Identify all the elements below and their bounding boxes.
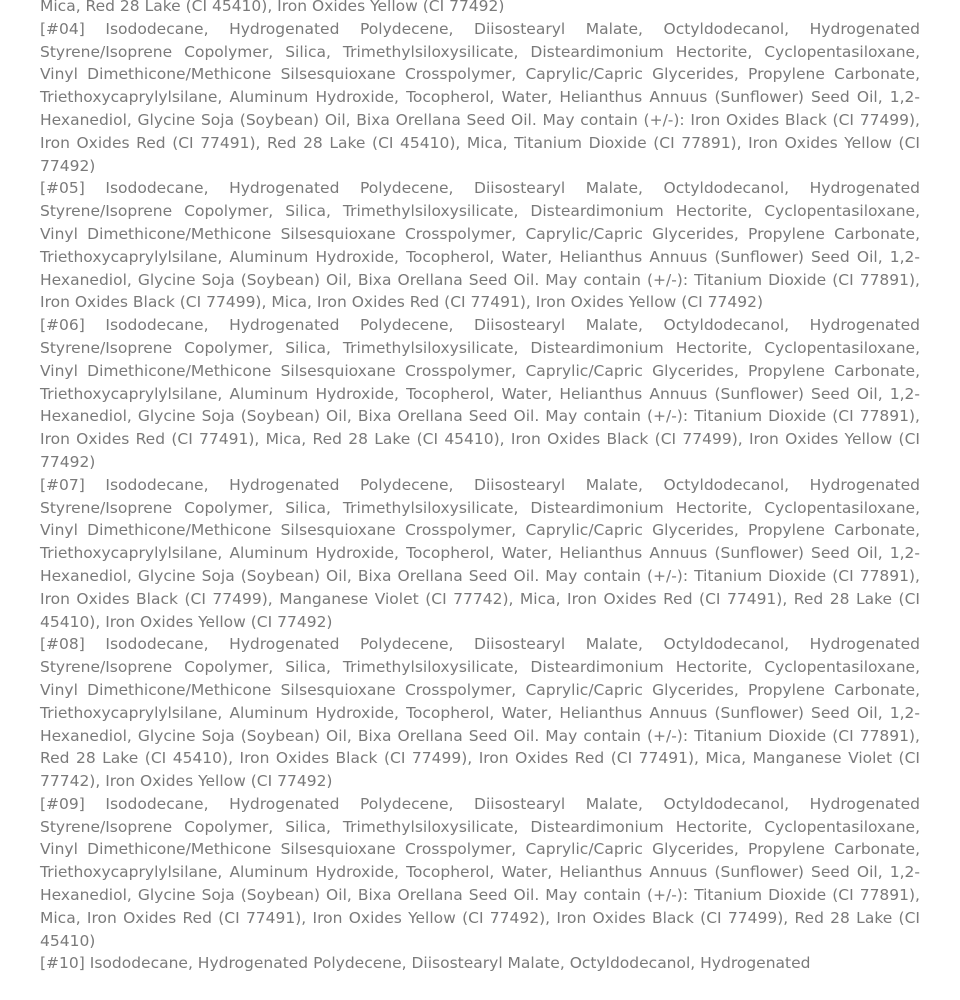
ingredient-entry-05 (40, 177, 920, 314)
entry-tag: [#04] (40, 19, 85, 38)
entry-tag: [#09] (40, 794, 85, 813)
ingredient-entry-07 (40, 474, 920, 634)
entry-tag: [#07] (40, 475, 85, 494)
entry-text: Isododecane, Hydrogenated Polydecene, Diisostearyl Malate, Octyldodecanol, Hydrogenated Styrene/Isoprene Copolymer, Silica, Trimethylsiloxysilicate, Disteardimonium Hectorite, Cyclopentasiloxane, Vinyl Dimethicone/Methicone Silsesquioxane Crosspolymer, Caprylic/Capric Glycerides, Propylene Carbonate, Triethoxycaprylylsilane, Aluminum Hydroxide, Tocopherol, Water, Helianthus Annuus (Sunflower) Seed Oil, 1,2-Hexanediol, Glycine Soja (Soybean) Oil, Bixa Orellana Seed Oil. May contain (+/-): Titanium Dioxide (CI 77891), Iron Oxides Black (CI 77499), Mica, Iron Oxides Red (CI 77491), Iron Oxides Yellow (CI 77492) (40, 179, 920, 312)
entry-text: Isododecane, Hydrogenated Polydecene, Diisostearyl Malate, Octyldodecanol, Hydrogenated Styrene/Isoprene Copolymer, Silica, Trimethylsiloxysilicate, Disteardimonium Hectorite, Cyclopentasiloxane, Vinyl Dimethicone/Methicone Silsesquioxane Crosspolymer, Caprylic/Capric Glycerides, Propylene Carbonate, Triethoxycaprylylsilane, Aluminum Hydroxide, Tocopherol, Water, Helianthus Annuus (Sunflower) Seed Oil, 1,2-Hexanediol, Glycine Soja (Soybean) Oil, Bixa Orellana Seed Oil. May contain (+/-): Titanium Dioxide (CI 77891), Mica, Iron Oxides Red (CI 77491), Iron Oxides Yellow (CI 77492), Iron Oxides Black (CI 77499), Red 28 Lake (CI 45410) (40, 794, 920, 950)
ingredient-entry-08 (40, 633, 920, 793)
ingredient-entry-09 (40, 793, 920, 953)
entry-tag: [#08] (40, 635, 85, 654)
entry-text: Isododecane, Hydrogenated Polydecene, Diisostearyl Malate, Octyldodecanol, Hydrogenated Styrene/Isoprene Copolymer, Silica, Trimethylsiloxysilicate, Disteardimonium Hectorite, Cyclopentasiloxane, Vinyl Dimethicone/Methicone Silsesquioxane Crosspolymer, Caprylic/Capric Glycerides, Propylene Carbonate, Triethoxycaprylylsilane, Aluminum Hydroxide, Tocopherol, Water, Helianthus Annuus (Sunflower) Seed Oil, 1,2-Hexanediol, Glycine Soja (Soybean) Oil, Bixa Orellana Seed Oil. May contain (+/-): Iron Oxides Black (CI 77499), Iron Oxides Red (CI 77491), Red 28 Lake (CI 45410), Mica, Titanium Dioxide (CI 77891), Iron Oxides Yellow (CI 77492) (40, 19, 920, 175)
ingredient-entry-04 (40, 18, 920, 178)
entry-tag: [#10] (40, 954, 85, 973)
entry-tag: [#06] (40, 316, 85, 335)
entry-text: Isododecane, Hydrogenated Polydecene, Diisostearyl Malate, Octyldodecanol, Hydrogenated Styrene/Isoprene Copolymer, Silica, Trimethylsiloxysilicate, Disteardimonium Hectorite, Cyclopentasiloxane, Vinyl Dimethicone/Methicone Silsesquioxane Crosspolymer, Caprylic/Capric Glycerides, Propylene Carbonate, Triethoxycaprylylsilane, Aluminum Hydroxide, Tocopherol, Water, Helianthus Annuus (Sunflower) Seed Oil, 1,2-Hexanediol, Glycine Soja (Soybean) Oil, Bixa Orellana Seed Oil. May contain (+/-): Titanium Dioxide (CI 77891), Iron Oxides Red (CI 77491), Mica, Red 28 Lake (CI 45410), Iron Oxides Black (CI 77499), Iron Oxides Yellow (CI 77492) (40, 316, 920, 471)
entry-tag: [#05] (40, 179, 85, 198)
entry-text: Isododecane, Hydrogenated Polydecene, Diisostearyl Malate, Octyldodecanol, Hydrogenated (89, 954, 811, 973)
entry-text: Isododecane, Hydrogenated Polydecene, Diisostearyl Malate, Octyldodecanol, Hydrogenated Styrene/Isoprene Copolymer, Silica, Trimethylsiloxysilicate, Disteardimonium Hectorite, Cyclopentasiloxane, Vinyl Dimethicone/Methicone Silsesquioxane Crosspolymer, Caprylic/Capric Glycerides, Propylene Carbonate, Triethoxycaprylylsilane, Aluminum Hydroxide, Tocopherol, Water, Helianthus Annuus (Sunflower) Seed Oil, 1,2-Hexanediol, Glycine Soja (Soybean) Oil, Bixa Orellana Seed Oil. May contain (+/-): Titanium Dioxide (CI 77891), Iron Oxides Black (CI 77499), Manganese Violet (CI 77742), Mica, Iron Oxides Red (CI 77491), Red 28 Lake (CI 45410), Iron Oxides Yellow (CI 77492) (40, 475, 920, 631)
entry-text: Isododecane, Hydrogenated Polydecene, Diisostearyl Malate, Octyldodecanol, Hydrogenated Styrene/Isoprene Copolymer, Silica, Trimethylsiloxysilicate, Disteardimonium Hectorite, Cyclopentasiloxane, Vinyl Dimethicone/Methicone Silsesquioxane Crosspolymer, Caprylic/Capric Glycerides, Propylene Carbonate, Triethoxycaprylylsilane, Aluminum Hydroxide, Tocopherol, Water, Helianthus Annuus (Sunflower) Seed Oil, 1,2-Hexanediol, Glycine Soja (Soybean) Oil, Bixa Orellana Seed Oil. May contain (+/-): Titanium Dioxide (CI 77891), Red 28 Lake (CI 45410), Iron Oxides Black (CI 77499), Iron Oxides Red (CI 77491), Mica, Manganese Violet (CI 77742), Iron Oxides Yellow (CI 77492) (40, 635, 920, 791)
ingredient-entry-10 (40, 952, 920, 975)
ingredient-entry-06 (40, 314, 920, 474)
intro-line: Mica, Red 28 Lake (CI 45410), Iron Oxides Yellow (CI 77492) (40, 0, 505, 15)
ingredients-document (40, 0, 920, 975)
